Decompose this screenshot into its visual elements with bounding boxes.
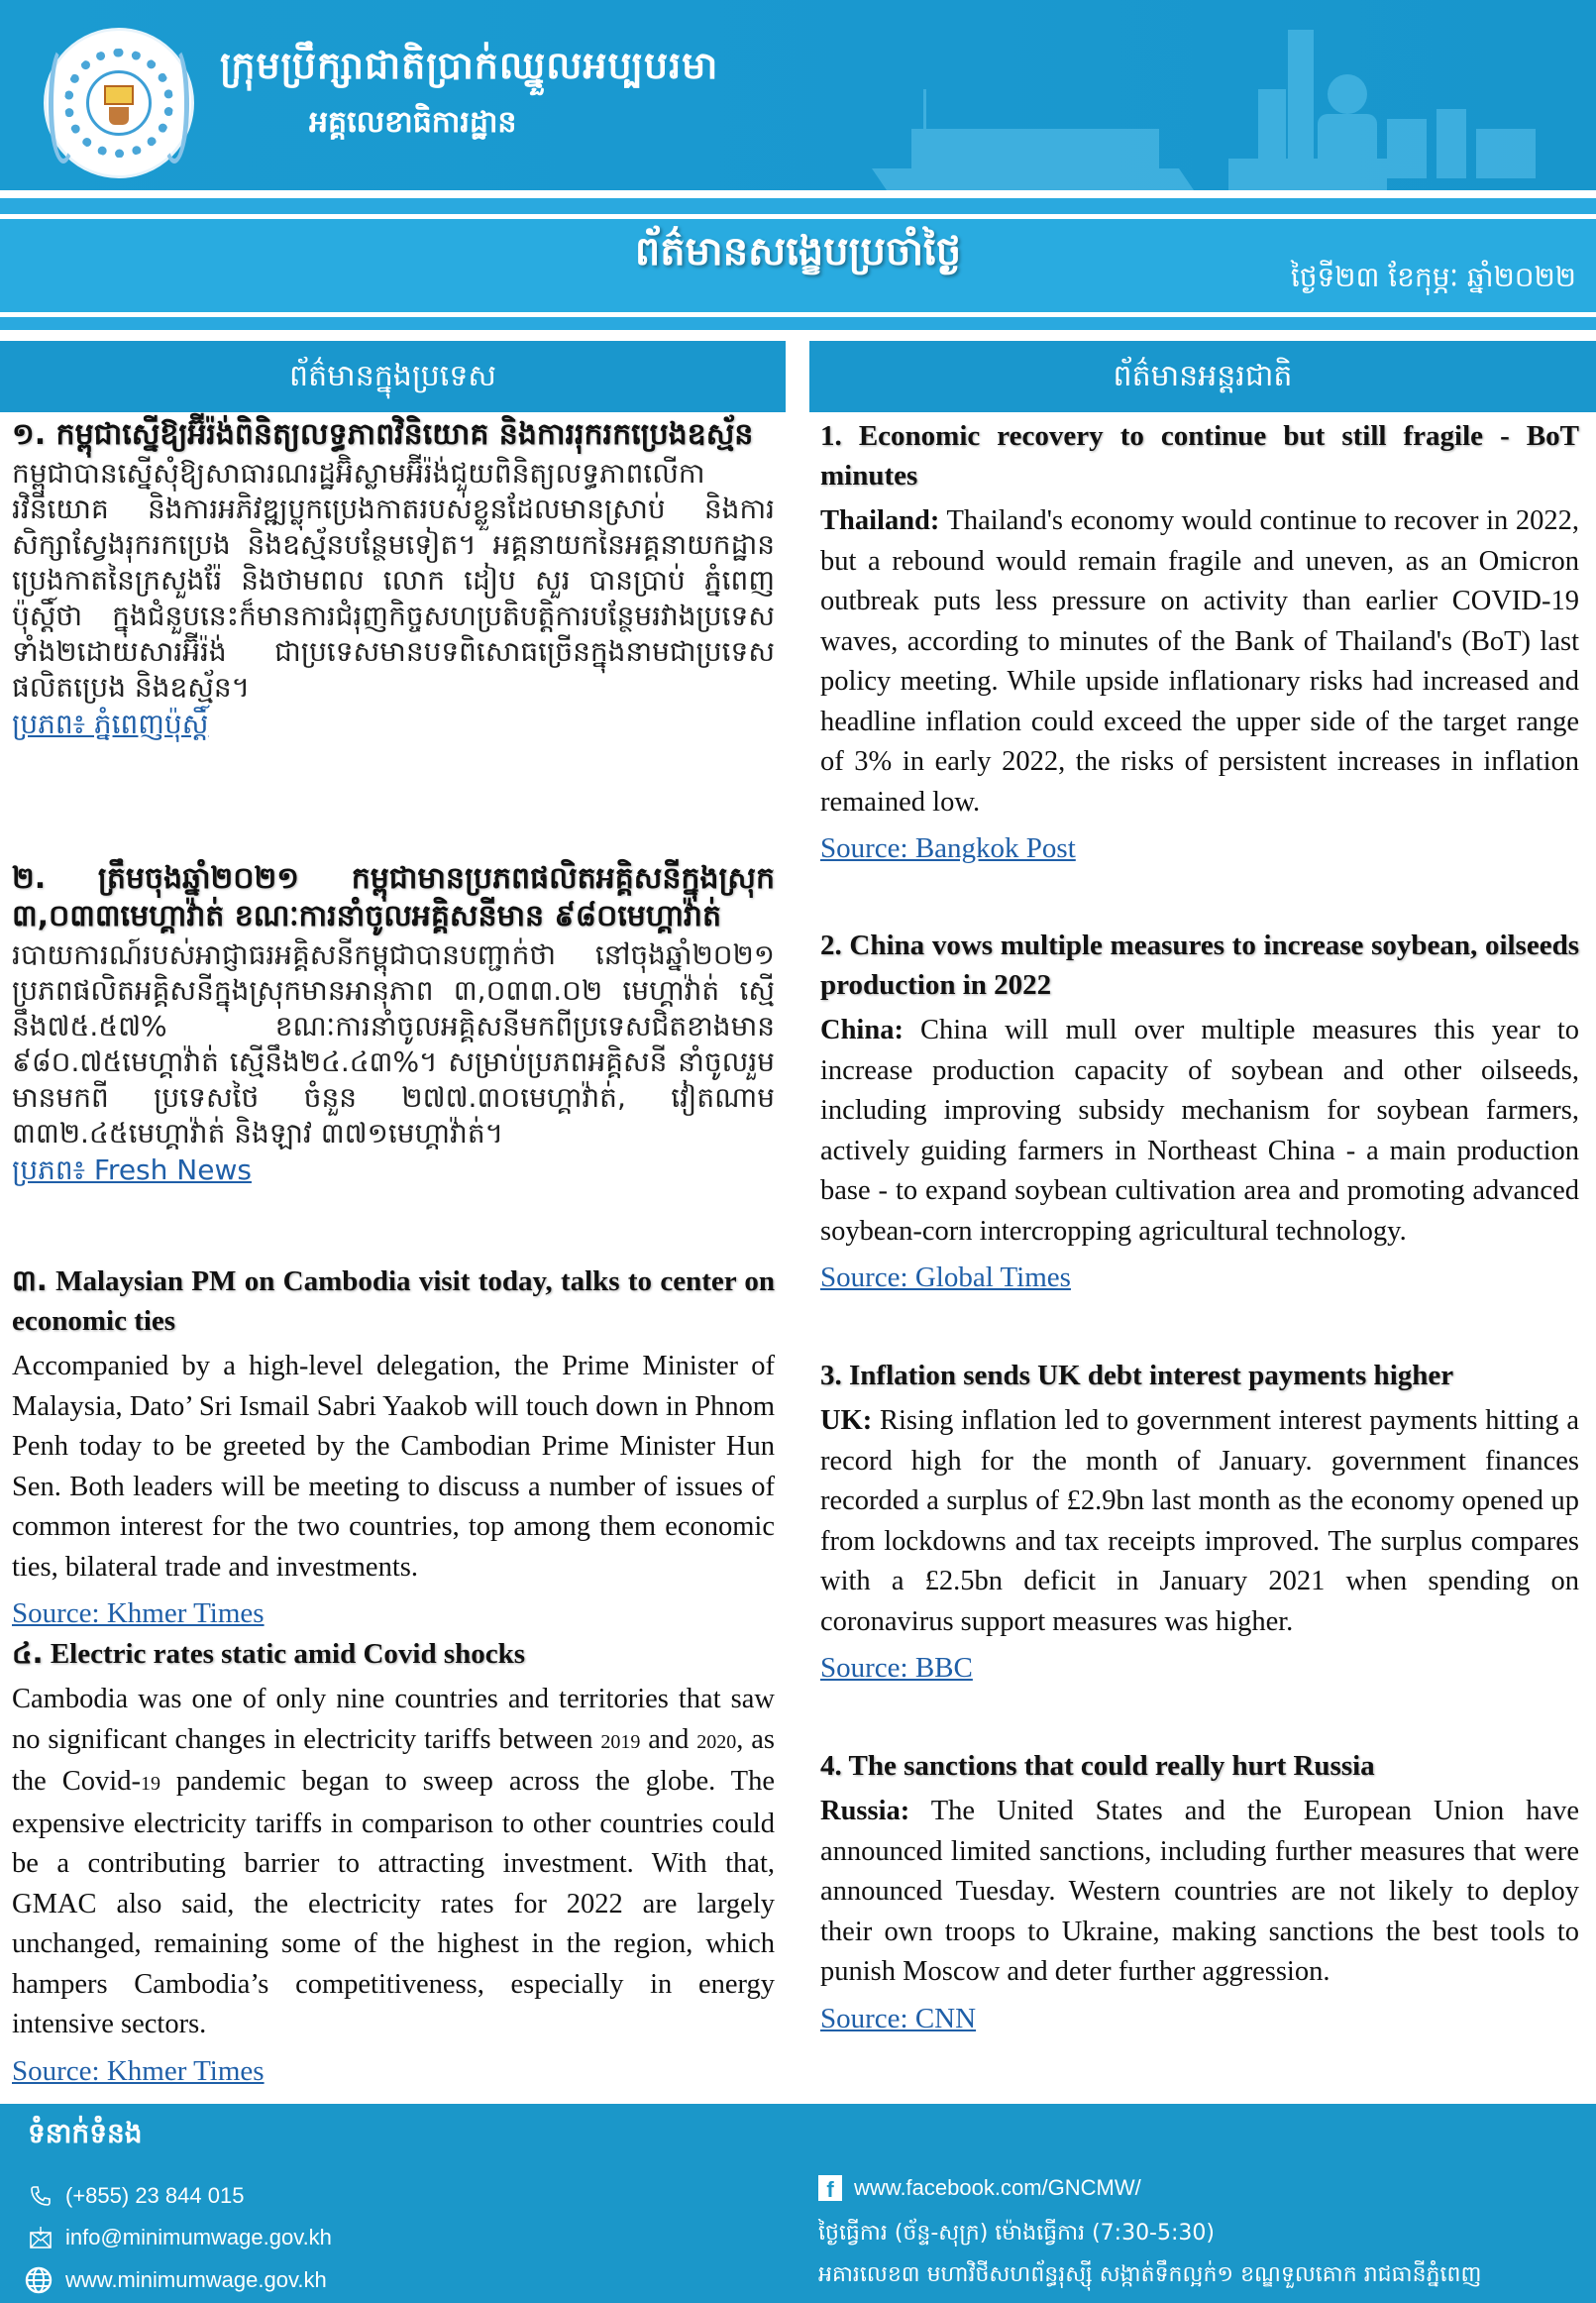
article-number: ៣.: [12, 1263, 48, 1297]
table: [1228, 159, 1387, 190]
website-row: [24, 2265, 327, 2295]
article-body: កម្ពុជាបានស្នើសុំឱ្យសាធារណរដ្ឋអ៊ិស្លាមអ៊ីរ៉ង់ជួយពិនិត្យលទ្ធភាពលើការវិនិយោគ និងការអភិវឌ្ឍប្លុកប្រេងកាតរបស់ខ្លួនដែលមានស្រាប់ និងការសិក្សាស្វែងរុករកប្រេង និងឧស្ម័នបន្ថែមទៀត។ អគ្គនាយកនៃអគ្គនាយកដ្ឋានប្រេងកាតនៃក្រសួងរ៉ែ និងថាមពល លោក ដៀប សួរ បានប្រាប់ ភ្នំពេញ ប៉ុស្តិ៍ថា ក្នុងជំនួបនេះក៏មានការជំរុញកិច្ចសហប្រតិបត្តិការបន្ថែមរវាងប្រទេសទាំង២ដោយសារអ៊ីរ៉ង់ ជាប្រទេសមានបទពិសោធច្រើនក្នុងនាមជាប្រទេសផលិតប្រេង និងឧស្ម័ន។: [12, 457, 775, 704]
email-address[interactable]: info@minimumwage.gov.kh: [65, 2225, 332, 2249]
body-year: 2019: [600, 1730, 641, 1753]
phone-row: [28, 2183, 244, 2209]
divider: [0, 317, 1596, 330]
article-body: [820, 501, 1579, 822]
article-lead: UK:: [820, 1405, 873, 1436]
article-title: 4. The sanctions that could really hurt Russia: [820, 1750, 1375, 1782]
working-hours: ថ្ងៃធ្វើការ (ច័ន្ទ-សុក្រ) ម៉ោងធ្វើការ (7:30-5:30): [818, 2221, 1215, 2246]
ship-mast: [923, 89, 926, 129]
source-link[interactable]: Source: Bangkok Post: [820, 832, 1076, 864]
news-article: [820, 416, 1579, 872]
news-article: [820, 926, 1579, 1301]
body-text: The United States and the European Union have announced limited sanctions, including further measures that were announced Tuesday. Western countries are not likely to deploy their own troops to Ukraine, making sanctions the best tools to punish Moscow and deter further aggression.: [820, 1796, 1579, 1987]
footer-contact: [0, 2104, 1596, 2303]
globe-icon: [24, 2265, 53, 2295]
news-article: [12, 1261, 775, 1637]
news-article: [12, 860, 775, 1195]
article-body: [820, 1011, 1579, 1252]
office-address: អគារលេខ៣ មហាវិថីសហព័ន្ធរុស្ស៊ី សង្កាត់ទឹកល្អក់១ ខណ្ឌទួលគោក រាជធានីភ្នំពេញ: [818, 2262, 1482, 2287]
divider: [0, 190, 1596, 198]
article-title-text: Electric rates static amid Covid shocks: [50, 1638, 526, 1670]
article-body: [820, 1792, 1579, 1993]
worker-head: [1328, 74, 1367, 114]
facebook-icon: f: [818, 2175, 842, 2201]
body-year: 2020: [696, 1730, 737, 1753]
source-link[interactable]: Source: Khmer Times: [12, 2054, 265, 2087]
article-number: ៤.: [12, 1636, 44, 1670]
source-link[interactable]: Source: BBC: [820, 1652, 973, 1684]
ship-cargo: [911, 129, 1159, 168]
date-label: ថ្ងៃទី២៣ ខែកុម្ភៈ ឆ្នាំ២០២២: [1290, 261, 1576, 293]
source-link[interactable]: ប្រភព៖ Fresh News: [12, 1153, 252, 1186]
section-header-local-news: ព័ត៌មានក្នុងប្រទេស: [0, 341, 786, 412]
news-article: [12, 416, 775, 749]
building-3: [1476, 129, 1536, 178]
email-row: [28, 2225, 332, 2250]
source-link[interactable]: ប្រភព៖ ភ្នំពេញប៉ុស្តិ៍: [12, 708, 209, 740]
article-title: 3. Inflation sends UK debt interest payments higher: [820, 1360, 1454, 1391]
body-text: Cambodia was one of only nine countries and territories that saw no significant changes in electricity tariffs between: [12, 1684, 775, 1755]
article-lead: Thailand:: [820, 505, 940, 536]
divider: [0, 198, 1596, 214]
source-link[interactable]: Source: Global Times: [820, 1261, 1071, 1293]
news-article: [820, 1356, 1579, 1692]
source-link[interactable]: Source: Khmer Times: [12, 1597, 265, 1629]
mail-icon: [28, 2225, 53, 2250]
pedestal-icon: [109, 107, 129, 125]
header-banner: [0, 0, 1596, 190]
ministry-logo: [44, 28, 194, 178]
body-text: and: [640, 1723, 697, 1755]
news-article: [820, 1746, 1579, 2042]
article-title: 2. China vows multiple measures to increase soybean, oilseeds production in 2022: [820, 930, 1579, 1001]
article-title: ១. កម្ពុជាស្នើឱ្យអ៊ីរ៉ង់ពិនិត្យលទ្ធភាពវិនិយោគ និងការរុករកប្រេងឧស្ម័ន: [12, 417, 754, 452]
article-title-text: Malaysian PM on Cambodia visit today, talks to center on economic ties: [12, 1265, 776, 1337]
skyline-illustration: [852, 20, 1565, 190]
page-title: ព័ត៌មានសង្ខេបប្រចាំថ្ងៃ: [634, 229, 962, 274]
section-header-international-news: ព័ត៌មានអន្តរជាតិ: [809, 341, 1596, 412]
article-lead: China:: [820, 1015, 904, 1045]
organization-name: ក្រុមប្រឹក្សាជាតិប្រាក់ឈ្នួលអប្បបរមា: [220, 44, 719, 87]
body-text: Rising inflation led to government interest payments hitting a record high for the month of January. government finances recorded a surplus of £2.9bn last month as the economy opened up from lockdowns and tax receipts improved. The surplus compares with a £2.5bn deficit in January 2021 when spending on coronavirus support measures was higher.: [820, 1405, 1579, 1637]
article-title: 1. Economic recovery to continue but still fragile - BoT minutes: [820, 420, 1579, 492]
source-link[interactable]: Source: CNN: [820, 2002, 977, 2034]
body-number: 19: [140, 1773, 160, 1795]
article-title: ២. ត្រឹមចុងឆ្នាំ២០២១ កម្ពុជាមានប្រភពផលិតអគ្គិសនីក្នុងស្រុក ៣,០៣៣មេហ្គាវ៉ាត់ ខណៈការនាំចូលអគ្គិសនីមាន ៩៨០មេហ្គាវ៉ាត់: [12, 861, 775, 933]
article-body: [12, 1680, 775, 2045]
body-text: pandemic began to sweep across the globe. The expensive electricity tariffs in comparison to other countries could be a contributing barrier to attracting investment. With that, GMAC also said, the electricity rates for 2022 are largely unchanged, remaining some of the highest in the region, which hampers Cambodia’s competitiveness, especially in energy intensive sectors.: [12, 1766, 775, 2039]
contact-title: ទំនាក់ទំនង: [28, 2117, 143, 2149]
phone-icon: [28, 2183, 53, 2209]
building-1: [1387, 119, 1427, 178]
website-link[interactable]: www.minimumwage.gov.kh: [65, 2267, 327, 2292]
article-body: របាយការណ៍របស់អាជ្ញាធរអគ្គិសនីកម្ពុជាបានបញ្ជាក់ថា នៅចុងឆ្នាំ២០២១ ប្រភពផលិតអគ្គិសនីក្នុងស្រុកមានអានុភាព ៣,០៣៣.០២ មេហ្គាវ៉ាត់ ស្មើនឹង៧៥.៥៧% ខណៈការនាំចូលអគ្គិសនីមកពីប្រទេសជិតខាងមាន ៩៨០.៧៥មេហ្គាវ៉ាត់ ស្មើនឹង២៤.៤៣%។ សម្រាប់ប្រភពអគ្គិសនី នាំចូលរួមមានមកពី ប្រទេសថៃ ចំនួន ២៧៧.៣០មេហ្គាវ៉ាត់, វៀតណាម ៣៣២.៤៥មេហ្គាវ៉ាត់ និងឡាវ ៣៧១មេហ្គាវ៉ាត់។: [12, 938, 775, 1150]
tower-1: [1288, 30, 1314, 178]
facebook-row: [818, 2175, 1141, 2201]
organization-subtitle: អគ្គលេខាធិការដ្ឋាន: [309, 105, 517, 140]
facebook-link[interactable]: www.facebook.com/GNCMW/: [854, 2175, 1141, 2200]
building-2: [1436, 109, 1466, 178]
article-lead: Russia:: [820, 1796, 910, 1826]
ship-shape: [872, 168, 1194, 190]
body-text: Thailand's economy would continue to recover in 2022, but a rebound would remain fragile and uneven, as an Omicron outbreak puts less pressure on activity than earlier COVID-19 waves, according to minutes of the Bank of Thailand's (BoT) last policy meeting. While upside inflationary risks had increased and headline inflation could exceed the upper side of the target range of 3% in early 2022, the risks of persistent increases in inflation remained low.: [820, 505, 1579, 818]
article-body: [820, 1401, 1579, 1642]
phone-number[interactable]: (+855) 23 844 015: [65, 2183, 245, 2208]
article-body: Accompanied by a high-level delegation, the Prime Minister of Malaysia, Dato’ Sri Ismail Sabri Yaakob will touch down in Phnom Penh today to be greeted by the Cambodian Prime Minister Hun Sen. Both leaders will be meeting to discuss a number of issues of common interest for the two countries, top among them economic ties, bilateral trade and investments.: [12, 1351, 775, 1583]
news-article: [12, 1633, 775, 2095]
body-text: , as the Covid-: [12, 1723, 775, 1797]
book-icon: [104, 85, 134, 105]
article-title: [12, 1261, 775, 1341]
article-title: [12, 1633, 775, 1674]
body-text: China will mull over multiple measures this year to increase production capacity of soybean and other oilseeds, including improving subsidy mechanism for soybean farmers, actively guiding farmers in Northeast China - a main production base - to expand soybean cultivation area and promoting advanced soybean-corn intercropping agricultural technology.: [820, 1015, 1579, 1247]
